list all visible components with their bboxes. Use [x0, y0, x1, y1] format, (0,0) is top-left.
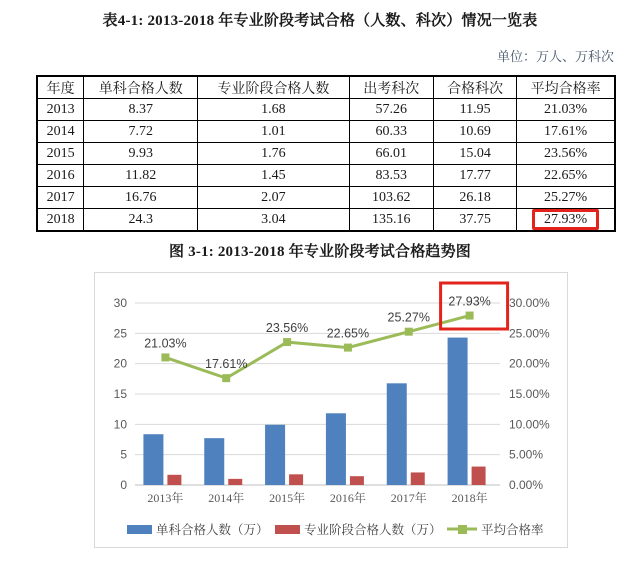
- bar: [265, 425, 285, 485]
- table-cell: 8.37: [84, 99, 198, 121]
- axis-tick-label: 5: [120, 447, 127, 462]
- legend-label: 专业阶段合格人数（万）: [304, 523, 442, 537]
- highlight-box: 27.93%: [532, 209, 599, 230]
- table-cell: 11.82: [84, 165, 198, 187]
- table-cell: 3.04: [198, 209, 349, 232]
- line-marker: [161, 353, 169, 361]
- category-label: 2017年: [390, 491, 427, 505]
- table-cell: 16.76: [84, 187, 198, 209]
- bar-series-primary: [143, 338, 467, 485]
- table-cell: 83.53: [349, 165, 433, 187]
- column-header: 平均合格率: [517, 76, 615, 99]
- bar: [326, 413, 346, 485]
- line-marker: [405, 328, 413, 336]
- data-label: 17.61%: [205, 357, 248, 372]
- bar: [472, 467, 486, 485]
- trend-chart: [94, 272, 568, 548]
- bar: [204, 438, 224, 485]
- table-header-row: [37, 76, 615, 99]
- axis-tick-label: 20.00%: [509, 356, 550, 371]
- summary-table-body: [37, 99, 615, 232]
- table-cell: 22.65%: [517, 165, 615, 187]
- data-label: 22.65%: [326, 326, 370, 341]
- legend-item: [275, 522, 442, 537]
- table-cell: 135.16: [349, 209, 433, 232]
- table-cell: 66.01: [349, 143, 433, 165]
- table-cell: 17.77: [433, 165, 516, 187]
- bar: [448, 338, 468, 485]
- axis-tick-label: 15: [113, 387, 127, 401]
- table-cell: 15.04: [433, 143, 516, 165]
- bar: [289, 474, 303, 485]
- category-label: 2015年: [269, 491, 306, 505]
- table-caption: 表4-1: 2013-2018 年专业阶段考试合格（人数、科次）情况一览表: [102, 13, 538, 29]
- table-row: [37, 209, 615, 232]
- line-marker: [222, 374, 230, 382]
- axis-tick-label: 15.00%: [509, 387, 550, 401]
- table-cell: 2016: [37, 165, 84, 187]
- legend-marker: [458, 525, 467, 534]
- legend-swatch: [127, 525, 152, 534]
- legend-swatch: [275, 525, 300, 534]
- table-cell: 21.03%: [517, 99, 615, 121]
- column-header: 合格科次: [433, 76, 516, 99]
- table-cell: 26.18: [433, 187, 516, 209]
- table-cell: 7.72: [84, 121, 198, 143]
- figure-caption: 图 3-1: 2013-2018 年专业阶段考试合格趋势图: [168, 244, 472, 260]
- table-row: [37, 187, 615, 209]
- table-cell: 103.62: [349, 187, 433, 209]
- column-header: 出考科次: [349, 76, 433, 99]
- data-label: 21.03%: [144, 336, 187, 351]
- table-row: [37, 143, 615, 165]
- axis-tick-label: 10: [113, 417, 127, 432]
- bar: [167, 475, 181, 485]
- table-cell: 57.26: [349, 99, 433, 121]
- table-cell: 1.76: [198, 143, 349, 165]
- bar: [411, 472, 425, 485]
- unit-note: 单位：万人、万科次: [496, 49, 614, 64]
- table-cell: 24.3: [84, 209, 198, 232]
- legend-label: 平均合格率: [481, 523, 544, 537]
- data-label: 23.56%: [265, 321, 309, 336]
- table-cell: 10.69: [433, 121, 516, 143]
- summary-table: [36, 75, 616, 232]
- line-marker: [466, 312, 474, 320]
- bar: [228, 479, 242, 485]
- table-cell: 2013: [37, 99, 84, 121]
- table-row: [37, 99, 615, 121]
- bar: [387, 383, 407, 485]
- table-cell: 9.93: [84, 143, 198, 165]
- left-axis-labels: [114, 296, 128, 492]
- bar: [143, 434, 163, 485]
- bar: [350, 476, 364, 485]
- column-header: 专业阶段合格人数: [198, 76, 349, 99]
- axis-tick-label: 10.00%: [509, 417, 550, 432]
- table-row: [37, 165, 615, 187]
- table-cell: 1.01: [198, 121, 349, 143]
- line-marker: [344, 344, 352, 352]
- summary-table-header: [37, 76, 615, 99]
- axis-tick-label: 30.00%: [509, 296, 550, 310]
- right-axis-labels: [509, 296, 550, 492]
- axis-tick-label: 0.00%: [509, 478, 544, 492]
- axis-tick-label: 0: [120, 478, 127, 492]
- combo-chart-svg: [95, 273, 567, 547]
- table-row: [37, 121, 615, 143]
- table-cell: 60.33: [349, 121, 433, 143]
- data-label: 25.27%: [387, 310, 430, 325]
- column-header: 单科合格人数: [84, 76, 198, 99]
- table-cell: 23.56%: [517, 143, 615, 165]
- table-cell: 25.27%: [517, 187, 615, 209]
- table-cell: 1.45: [198, 165, 349, 187]
- x-axis-labels: [147, 490, 487, 505]
- axis-tick-label: 5.00%: [509, 447, 544, 462]
- table-cell: 1.68: [198, 99, 349, 121]
- category-label: 2014年: [208, 491, 245, 505]
- legend-item: [127, 522, 269, 537]
- data-label: 27.93%: [448, 294, 491, 309]
- category-label: 2013年: [147, 491, 184, 505]
- line-marker: [283, 338, 291, 346]
- table-cell: 2014: [37, 121, 84, 143]
- table-cell: 11.95: [433, 99, 516, 121]
- axis-tick-label: 25: [113, 326, 127, 341]
- table-cell: 2.07: [198, 187, 349, 209]
- table-cell: 2018: [37, 209, 84, 232]
- category-label: 2016年: [329, 491, 366, 505]
- category-label: 2018年: [451, 491, 488, 505]
- axis-tick-label: 20: [113, 356, 127, 371]
- table-cell: 17.61%: [517, 121, 615, 143]
- column-header: 年度: [37, 76, 84, 99]
- table-cell: 37.75: [433, 209, 516, 232]
- table-cell: 2017: [37, 187, 84, 209]
- legend-label: 单科合格人数（万）: [156, 523, 269, 537]
- legend: [127, 522, 544, 537]
- legend-item: [447, 522, 544, 537]
- axis-tick-label: 25.00%: [509, 326, 550, 341]
- axis-tick-label: 30: [113, 296, 127, 310]
- table-cell: [517, 209, 615, 232]
- table-cell: 2015: [37, 143, 84, 165]
